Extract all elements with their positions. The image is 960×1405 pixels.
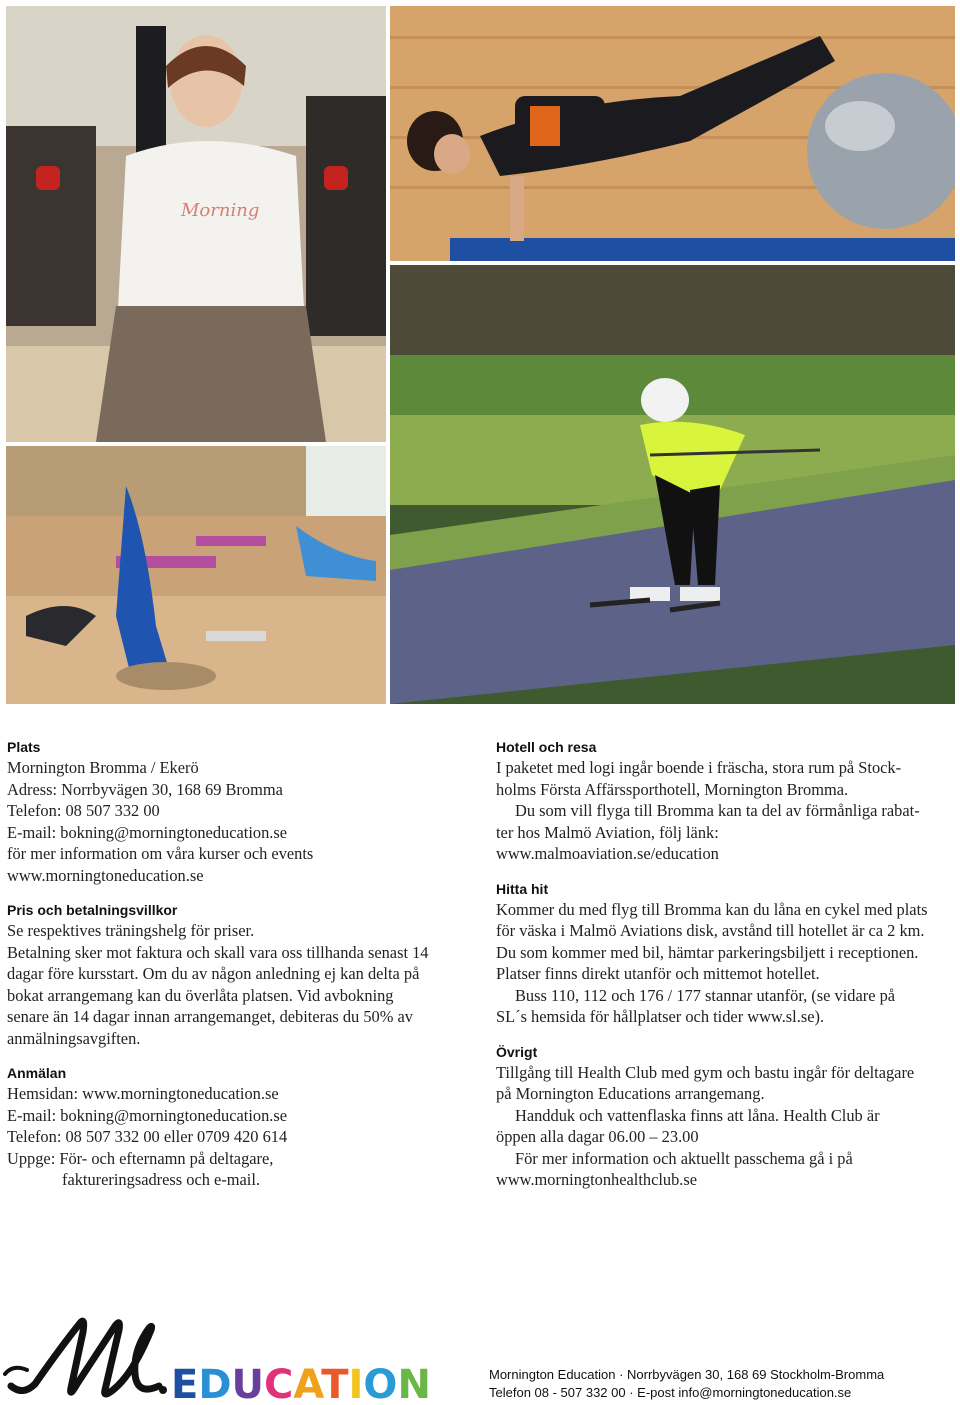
plats-heading: Plats [7,739,41,755]
hotell-link: www.malmoaviation.se/education [496,844,719,863]
hitta-line: SL´s hemsida för hållplatser och tider www.sl.se). [496,1007,825,1026]
photo-gym-machine [6,6,386,442]
logo-letter: D [198,1362,232,1400]
hotell-heading: Hotell och resa [496,739,597,755]
pris-line: Se respektives träningshelg för priser. [7,921,255,940]
footer-address [489,1366,884,1402]
hitta-line: Kommer du med flyg till Bromma kan du låna en cykel med plats [496,899,928,919]
plats-line: www.morningtoneducation.se [7,865,204,885]
svg-text:EDUCATION [171,1362,431,1400]
plats-line: Adress: Norrbyvägen 30, 168 69 Bromma [7,779,283,799]
photo-plank-ball [390,6,955,261]
pris-line: anmälningsavgiften. [7,1028,141,1048]
logo-letter: T [321,1362,349,1400]
hitta-line: Buss 110, 112 och 176 / 177 stannar utanför, (se vidare på [515,985,896,1005]
logo-letter: C [264,1362,294,1400]
ovrigt-line: på Mornington Educations arrangemang. [496,1084,765,1103]
plats-line: för mer information om våra kurser och events [7,844,314,863]
anmalan-line: Hemsidan: www.morningtoneducation.se [7,1084,279,1103]
anmalan-heading: Anmälan [7,1065,67,1081]
logo-letter: I [348,1362,364,1400]
anmalan-line: faktureringsadress och e-mail. [62,1170,260,1189]
footer-contact-line: Telefon 08 - 507 332 00 · E-post info@morningtoneducation.se [489,1385,852,1400]
ovrigt-line: Tillgång till Health Club med gym och bastu ingår för deltagare [496,1062,915,1082]
anmalan-line: Telefon: 08 507 332 00 eller 0709 420 614 [7,1127,288,1146]
photo-roller-ski [390,265,955,704]
pris-line: senare än 14 dagar innan arrangemanget, debiteras du 50% av [7,1007,413,1026]
pris-line: dagar före kursstart. Om du av någon anledning ej kan delta på [7,964,420,983]
hotell-line: I paketet med logi ingår boende i fräscha, stora rum på Stock- [496,758,902,777]
logo-letter: A [293,1362,322,1400]
logo-letter: O [363,1362,398,1400]
svg-text:Morning: Morning [181,200,260,221]
plats-line: Mornington Bromma / Ekerö [7,758,199,777]
hitta-line: Du som kommer med bil, hämtar parkeringsbiljett i receptionen. [496,942,919,962]
photo-group-class [6,446,386,704]
logo-letter: N [397,1362,431,1400]
ovrigt-link: www.morningtonhealthclub.se [496,1170,698,1189]
left-column [7,738,469,1191]
ovrigt-line: öppen alla dagar 06.00 – 23.00 [496,1127,699,1146]
right-column [496,738,958,1191]
plats-line: E-mail: bokning@morningtoneducation.se [7,822,288,842]
pris-line: Betalning sker mot faktura och skall vara oss tillhanda senast 14 [7,942,429,962]
hotell-line: holms Första Affärssporthotell, Mornington Bromma. [496,779,849,799]
plats-line: Telefon: 08 507 332 00 [7,801,160,820]
hotell-line: ter hos Malmö Aviation, följ länk: [496,822,719,842]
pris-heading: Pris och betalningsvillkor [7,902,178,918]
hotell-line: Du som vill flyga till Bromma kan ta del av förmånliga rabat- [515,801,920,820]
hitta-line: för väska i Malmö Aviations disk, avstånd till hotellet är ca 2 km. [496,921,925,940]
hitta-heading: Hitta hit [496,880,549,897]
ovrigt-line: För mer information och aktuellt passchema gå i på [515,1148,853,1168]
anmalan-line: Uppge: För- och efternamn på deltagare, [7,1148,274,1168]
logo-letter: U [231,1362,265,1400]
hitta-line: Platser finns direkt utanför och mittemot hotellet. [496,964,820,983]
ovrigt-heading: Övrigt [496,1043,538,1060]
pris-line: bokat arrangemang kan du överlåta platsen. Vid avbokning [7,985,394,1005]
mornington-education-logo [3,1314,473,1400]
ovrigt-line: Handduk och vattenflaska finns att låna. Health Club är [515,1105,880,1125]
footer-address-line: Mornington Education · Norrbyvägen 30, 168 69 Stockholm-Bromma [489,1367,885,1382]
anmalan-line: E-mail: bokning@morningtoneducation.se [7,1105,288,1125]
logo-letter: E [171,1362,199,1400]
